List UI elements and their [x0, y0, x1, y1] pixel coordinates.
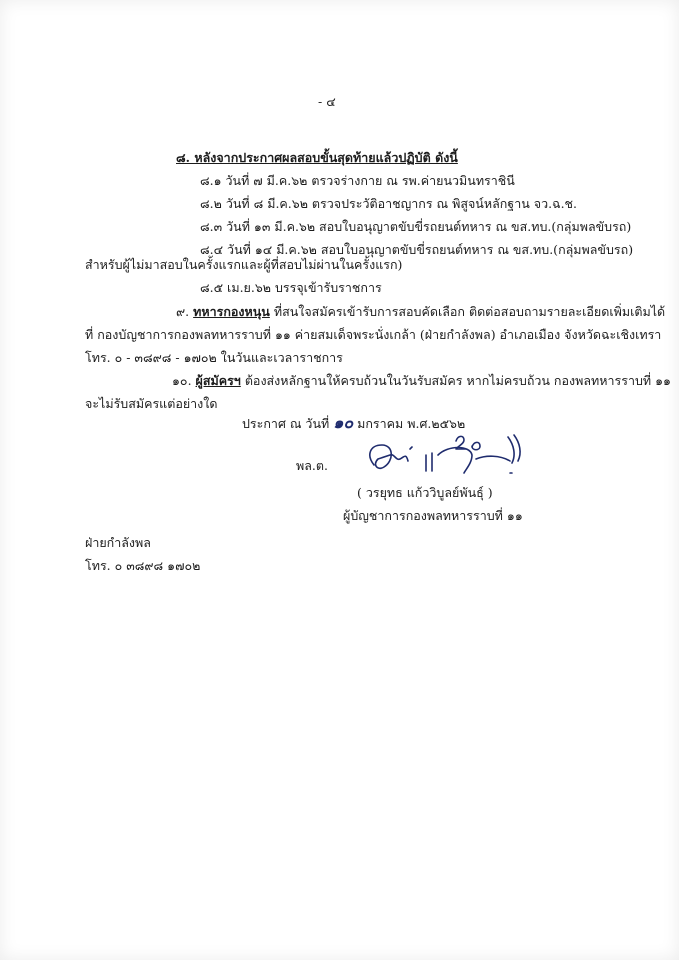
section-9-line-2: ที่ กองบัญชาการกองพลทหารราบที่ ๑๑ ค่ายสมเด็จพระนั่งเกล้า (ฝ่ายกำลังพล) อำเภอเมือง จังหวัดฉะเชิงเทรา	[85, 327, 662, 342]
section-8-item-4: ๘.๔ วันที่ ๑๔ มี.ค.๖๒ สอบใบอนุญาตขับขี่รถยนต์ทหาร ณ ขส.ทบ.(กลุ่มพลขับรถ)	[200, 242, 634, 257]
section-10-line-1	[172, 373, 671, 389]
announcement-month-year: มกราคม พ.ศ.๒๕๖๒	[357, 416, 466, 431]
section-8-heading: ๘. หลังจากประกาศผลสอบขั้นสุดท้ายแล้วปฏิบัติ ดังนี้	[176, 150, 458, 165]
section-10-line-2: จะไม่รับสมัครแต่อย่างใด	[85, 396, 218, 411]
section-10-line-1-text: ต้องส่งหลักฐานให้ครบถ้วนในวันรับสมัคร หากไม่ครบถ้วน กองพลทหารราบที่ ๑๑	[244, 373, 671, 388]
signature-rank: พล.ต.	[296, 458, 328, 473]
announcement-day-handwritten: ๑๐	[333, 413, 354, 432]
section-9-number: ๙.	[176, 304, 190, 319]
section-9-line-1-text: ที่สนใจสมัครเข้ารับการสอบคัดเลือก ติดต่อสอบถามรายละเอียดเพิ่มเติมได้	[273, 304, 666, 319]
handwritten-signature-image	[360, 425, 540, 480]
section-9-line-1	[176, 304, 665, 320]
footer-phone: โทร. ๐ ๓๘๙๘ ๑๗๐๒	[85, 558, 201, 573]
section-10-number: ๑๐.	[172, 373, 192, 388]
section-8-item-1: ๘.๑ วันที่ ๗ มี.ค.๖๒ ตรวจร่างกาย ณ รพ.ค่ายนวมินทราชินี	[200, 173, 515, 188]
page-number: - ๔	[318, 94, 336, 109]
section-8-item-2: ๘.๒ วันที่ ๘ มี.ค.๖๒ ตรวจประวัติอาชญากร ณ พิสูจน์หลักฐาน จว.ฉ.ช.	[200, 196, 578, 211]
section-8-item-3: ๘.๓ วันที่ ๑๓ มี.ค.๖๒ สอบใบอนุญาตขับขี่รถยนต์ทหาร ณ ขส.ทบ.(กลุ่มพลขับรถ)	[200, 219, 632, 234]
section-10-label: ผู้สมัครฯ	[195, 373, 241, 388]
section-9-line-3: โทร. ๐ - ๓๘๙๘ - ๑๗๐๒ ในวันและเวลาราชการ	[85, 350, 343, 365]
section-8-item-4-continuation: สำหรับผู้ไม่มาสอบในครั้งแรกและผู้ที่สอบไม่ผ่านในครั้งแรก)	[85, 257, 403, 272]
section-8-item-5: ๘.๕ เม.ย.๖๒ บรรจุเข้ารับราชการ	[200, 280, 382, 295]
signature-position: ผู้บัญชาการกองพลทหารราบที่ ๑๑	[343, 508, 523, 523]
announcement-prefix: ประกาศ ณ วันที่	[242, 416, 330, 431]
section-9-label: ทหารกองหนุน	[193, 304, 270, 319]
signature-name: ( วรยุทธ แก้ววิบูลย์พันธุ์ )	[357, 485, 493, 500]
footer-department: ฝ่ายกำลังพล	[85, 535, 151, 550]
